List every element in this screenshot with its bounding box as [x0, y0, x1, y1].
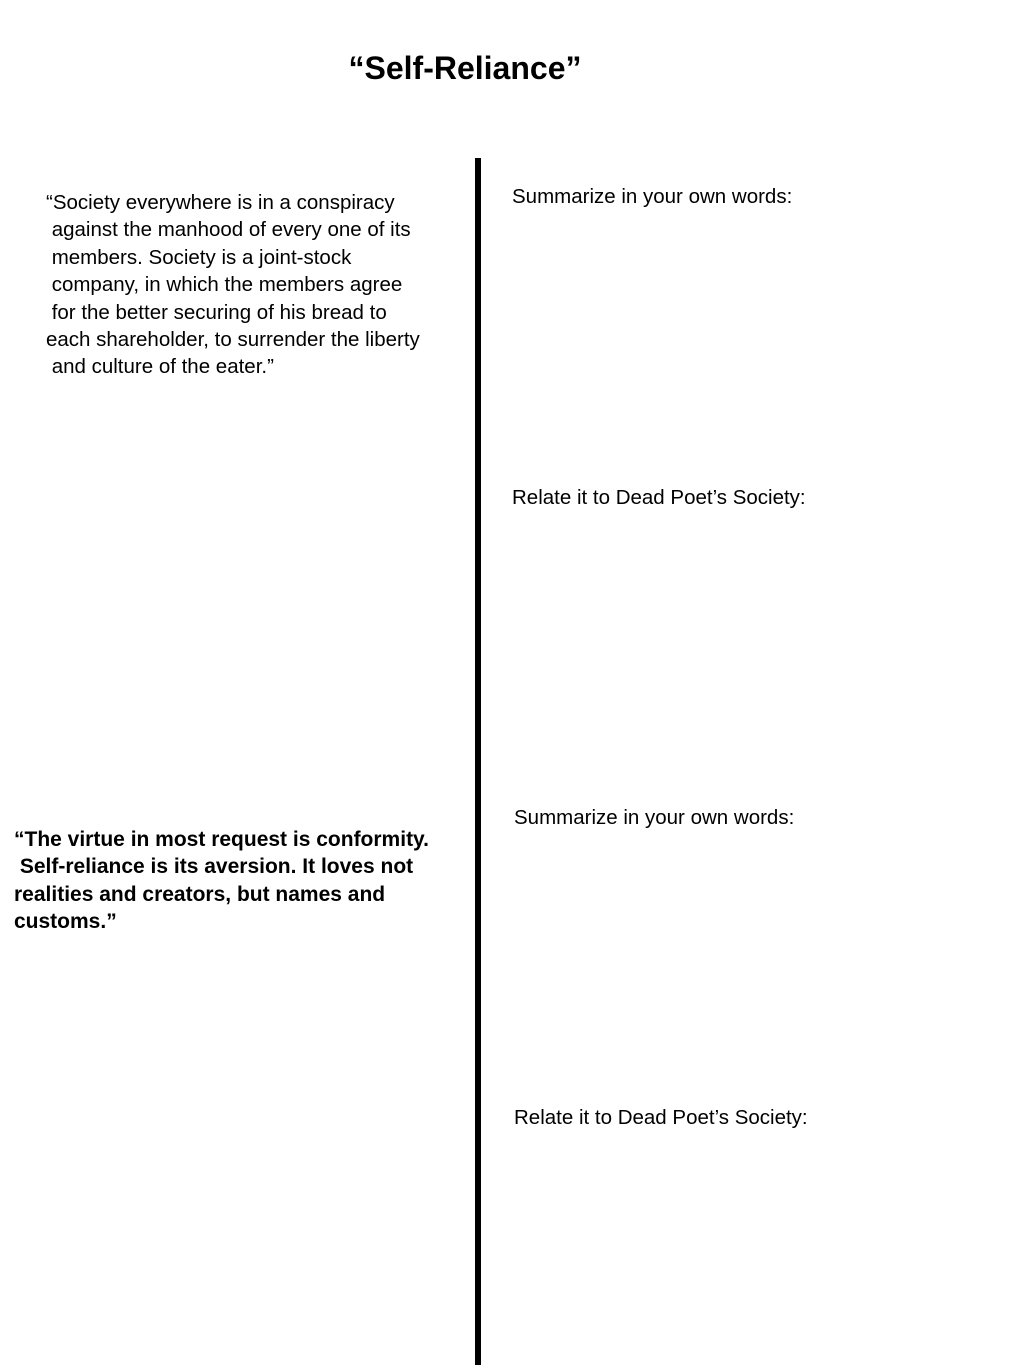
quote-line: each shareholder, to surrender the liberty — [46, 328, 420, 352]
relate-prompt: Relate it to Dead Poet’s Society: — [514, 1106, 808, 1129]
quote-conformity — [14, 826, 474, 936]
quote-line: for the better securing of his bread to — [46, 300, 387, 324]
quote-line: against the manhood of every one of its — [46, 218, 411, 242]
quote-society — [46, 189, 466, 381]
quote-line: company, in which the members agree — [46, 273, 403, 297]
quote-line: “The virtue in most request is conformity. — [14, 828, 430, 851]
quote-line: customs.” — [14, 910, 117, 934]
column-divider — [475, 158, 481, 1365]
quote-line: members. Society is a joint-stock — [46, 245, 352, 269]
quote-line: “Society everywhere is in a conspiracy — [46, 191, 395, 214]
page-title: “Self-Reliance” — [348, 50, 582, 86]
quote-line: Self-reliance is its aversion. It loves not — [14, 855, 414, 879]
quote-line: realities and creators, but names and — [14, 882, 386, 906]
summarize-prompt: Summarize in your own words: — [512, 185, 793, 208]
relate-prompt: Relate it to Dead Poet’s Society: — [512, 486, 806, 509]
quote-line: and culture of the eater.” — [46, 355, 274, 379]
summarize-prompt: Summarize in your own words: — [514, 806, 795, 829]
